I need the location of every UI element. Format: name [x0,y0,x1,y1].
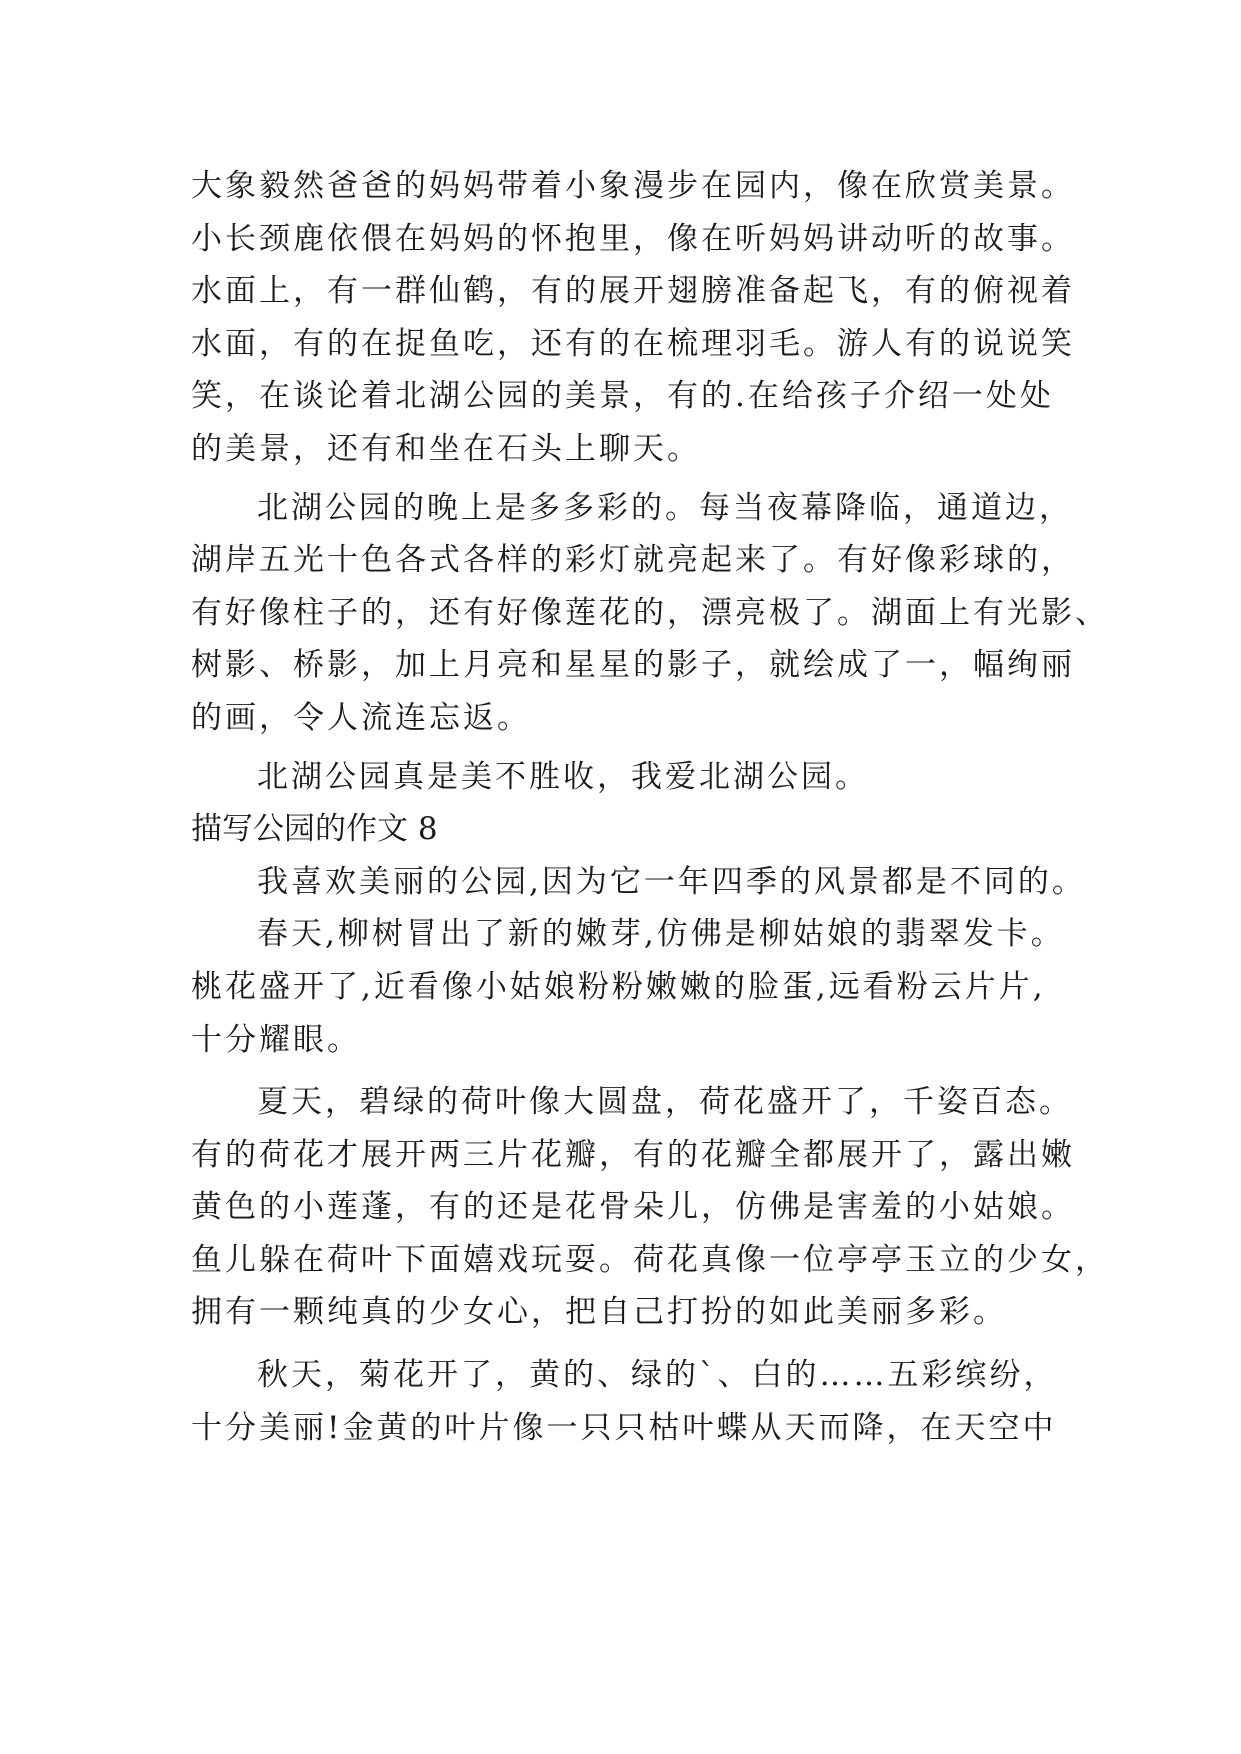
text-line: 湖岸五光十色各式各样的彩灯就亮起来了。有好像彩球的， [191,542,1075,579]
text-line: 笑，在谈论着北湖公园的美景，有的.在给孩子介绍一处处 [191,378,1054,415]
text-line: 秋天，菊花开了，黄的、绿的`、白的……五彩缤纷， [257,1357,1058,1394]
text-line: 有好像柱子的，还有好像莲花的，漂亮极了。湖面上有光影、 [191,594,1109,631]
text-line: 桃花盛开了,近看像小姑娘粉粉嫩嫩的脸蛋,远看粉云片片, [191,968,1046,1005]
paragraph [191,908,1071,1066]
paragraph [191,160,1075,476]
paragraph [191,751,1071,804]
paragraph [191,1349,1071,1454]
text-line: 树影、桥影，加上月亮和星星的影子，就绘成了一，幅绚丽 [191,647,1075,684]
text-line: 的美景，还有和坐在石头上聊天。 [191,430,701,467]
text-line: 有的荷花才展开两三片花瓣，有的花瓣全都展开了，露出嫩 [191,1136,1075,1173]
text-line: 春天,柳树冒出了新的嫩芽,仿佛是柳姑娘的翡翠发卡。 [257,916,1065,953]
section-heading [191,803,1071,856]
text-line: 大象毅然爸爸的妈妈带着小象漫步在园内，像在欣赏美景。 [191,168,1075,204]
text-line: 黄色的小莲蓬，有的还是花骨朵儿，仿佛是害羞的小姑娘。 [191,1189,1075,1226]
text-line: 我喜欢美丽的公园,因为它一年四季的风景都是不同的。 [257,863,1086,900]
heading-text: 描写公园的作文 8 [191,811,438,848]
text-line: 鱼儿躲在荷叶下面嬉戏玩耍。荷花真像一位亭亭玉立的少女， [191,1241,1109,1278]
text-line: 的画，令人流连忘返。 [191,699,531,736]
text-line: 水面上，有一群仙鹤，有的展开翅膀准备起飞，有的俯视着 [191,273,1075,310]
text-line: 水面，有的在捉鱼吃，还有的在梳理羽毛。游人有的说说笑 [191,325,1075,362]
document-body [191,160,1109,1454]
text-line: 十分耀眼。 [191,1021,361,1058]
paragraph [191,1076,1109,1339]
text-line: 小长颈鹿依偎在妈妈的怀抱里，像在听妈妈讲动听的故事。 [191,220,1075,257]
text-line: 北湖公园的晚上是多多彩的。每当夜幕降临，通道边， [257,489,1073,526]
text-line: 十分美丽!金黄的叶片像一只只枯叶蝶从天而降，在天空中 [191,1409,1057,1446]
paragraph [191,482,1109,745]
text-line: 北湖公园真是美不胜收，我爱北湖公园。 [257,758,869,795]
paragraph [191,856,1086,909]
text-line: 拥有一颗纯真的少女心，把自己打扮的如此美丽多彩。 [191,1294,1007,1331]
text-line: 夏天，碧绿的荷叶像大圆盘，荷花盛开了，千姿百态。 [257,1084,1073,1121]
